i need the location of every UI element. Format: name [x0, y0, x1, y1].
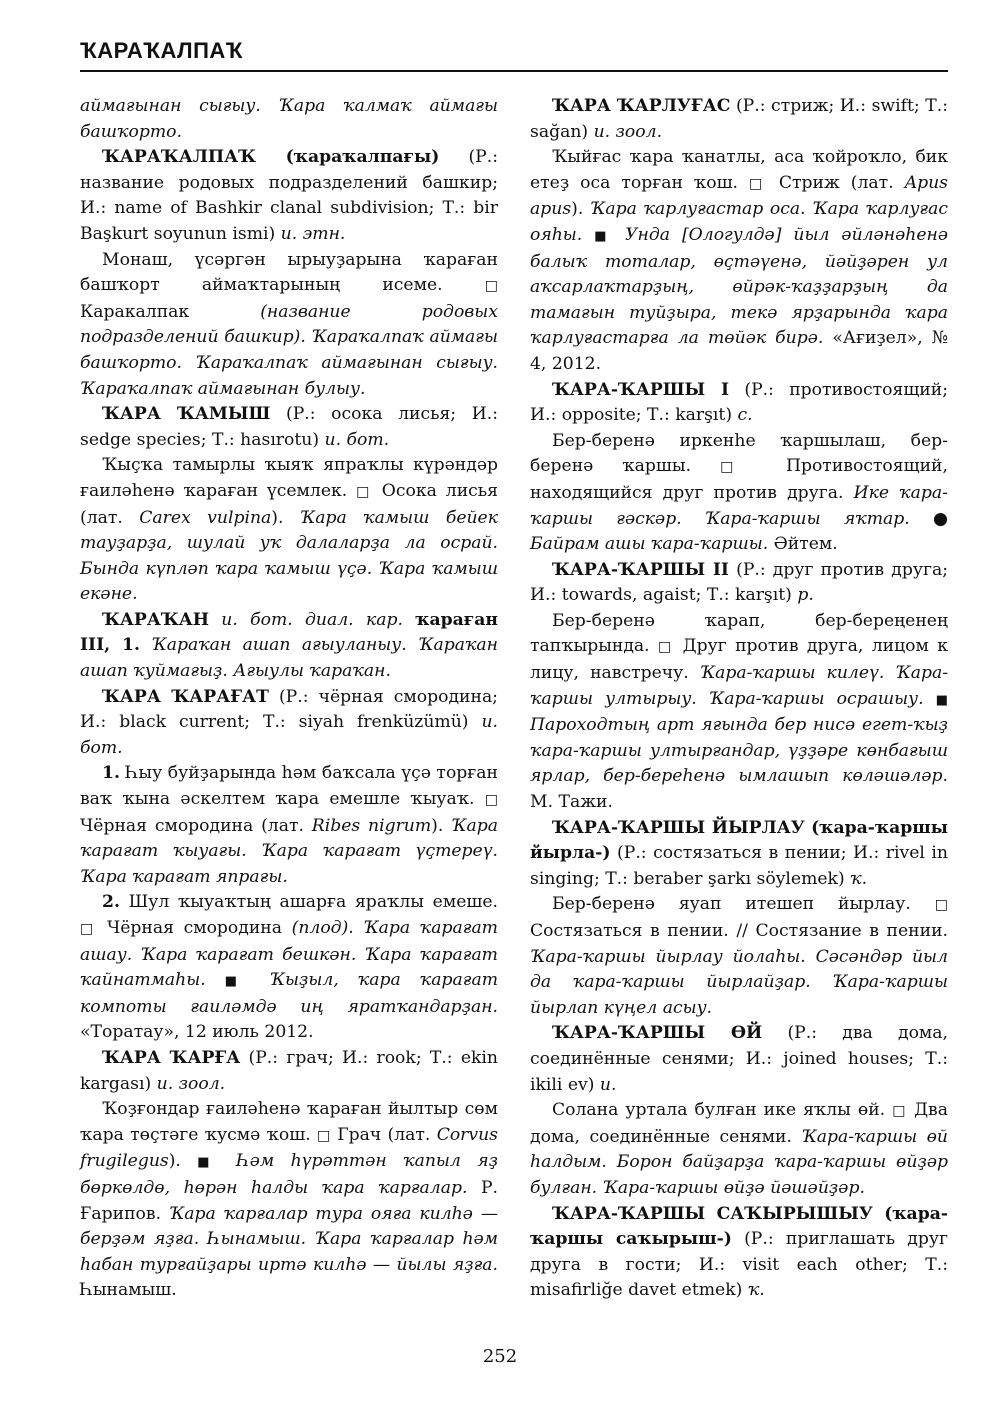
- entry-kara-karshy-sakyryshyu: ҠАРА-ҠАРШЫ САҠЫРЫШЫУ (ҡара-ҡаршы саҡырыш-) (Р.: приглашать друг друга в гости; И.: visit each other; Т.: misafirliğe davet etmek) ҡ.: [530, 1203, 948, 1301]
- entry-kara-karagat-sense-2: 2. Шул ҡыуаҡтың ашарға яраҡлы емеше. □ Чёрная смородина (плод). Ҡара ҡарағат ашау. Ҡара ҡарағат бешкән. Ҡара ҡарағат ҡайнатмаһы. ■ Ҡыҙыл, ҡара ҡарағат компоты ғаиләмдә иң яратҡандарҙан. «Торатау», 12 июль 2012.: [80, 892, 498, 1043]
- entry-kara-karshy-2-definition: Бер-беренә ҡарап, бер-береңенең тапҡырында. □ Друг против друга, лицом к лицу, навстречу. Ҡара-ҡаршы килеү. Ҡара-ҡаршы ултырыу. Ҡара-ҡаршы осрашыу. ■ Пароходтың арт яғында бер нисә егет-ҡыҙ ҡара-ҡаршы ултырғандар, үҙҙәре көнбағыш ярлар, бер-береһенә ымлашып көләшәләр. М. Тажи.: [530, 610, 949, 813]
- entry-kara-karagat: ҠАРА ҠАРАҒАТ (Р.: чёрная смородина; И.: black current; Т.: siyah frenküzümü) и. бот.: [80, 686, 498, 758]
- entry-kara-kamysh: ҠАРА ҠАМЫШ (Р.: осока лисья; И.: sedge species; Т.: hasırotu) и. бот.: [80, 404, 498, 450]
- running-header-title: ҠАРАҠАЛПАҠ: [80, 38, 244, 63]
- entry-kara-karlugas: ҠАРА ҠАРЛУҒАС (Р.: стриж; И.: swift; Т.: sağan) и. зоол.: [530, 96, 948, 142]
- entry-continuation: аймағынан сығыу. Ҡара ҡалмаҡ аймағы башҡорто.: [80, 96, 498, 142]
- left-column: [80, 94, 498, 1304]
- entry-kara-karshy-2: ҠАРА-ҠАРШЫ II (Р.: друг против друга; И.: towards, agaist; Т.: karşıt) р.: [530, 559, 948, 606]
- entry-kara-karshy-oy-definition: Солана уртала булған ике яҡлы өй. □ Два дома, соединённые сенями. Ҡара-ҡаршы өй һалдым. Борон байҙарҙа ҡара-ҡаршы өйҙәр булған. Ҡара-ҡаршы өйҙә йәшәйҙәр.: [530, 1100, 949, 1198]
- entry-karakalpak: ҠАРАҠАЛПАҠ (ҡараҡалпағы) (Р.: название родовых подразделений башкир; И.: name of Bashkir clanal subdivision; Т.: bir Başkurt soyunun ismi) и. этн.: [80, 147, 498, 244]
- entry-kara-karagat-sense-1: 1. Һыу буйҙарында һәм баҡсала үҫә торған ваҡ ҡына әскелтем ҡара емешле ҡыуаҡ. □ Чёрная смородина (лат. Ribes nigrum). Ҡара ҡарағат ҡыуағы. Ҡара ҡарағат үҫтереү. Ҡара ҡарағат япрағы.: [80, 763, 498, 887]
- entry-kara-karshy-yyrlau: ҠАРА-ҠАРШЫ ЙЫРЛАУ (ҡара-ҡаршы йырла-) (Р.: состязаться в пении; И.: rivel in singing; Т.: beraber şarkı söylemek) ҡ.: [530, 817, 948, 889]
- entry-kara-karshy-1: ҠАРА-ҠАРШЫ I (Р.: противостоящий; И.: opposite; Т.: karşıt) с.: [530, 379, 948, 426]
- entry-kara-karlugas-definition: Ҡыйғас ҡара ҡанатлы, аса ҡойроҡло, бик етеҙ оса торған ҡош. □ Стриж (лат. Apus apus). Ҡара ҡарлуғастар оса. Ҡара ҡарлуғас ояһы. ■ Унда [Ологулдә] йыл әйләнәһенә балыҡ тоталар, өҫтәүенә, йәйҙәрен ул аҡсарлаҡтарҙың, өйрәк-ҡаҙҙарҙың да тамағын туйҙыра, текә ярҙарында ҡара ҡарлуғастарға ла төйәк бирә. «Ағиҙел», № 4, 2012.: [530, 147, 948, 374]
- running-header: [80, 36, 948, 72]
- entry-karakan: ҠАРАҠАН и. бот. диал. кар. ҡараған III, 1. Ҡараҡан ашап ағыуланыу. Ҡараҡан ашап ҡуймағыҙ. Ағыулы ҡараҡан.: [80, 609, 499, 682]
- entry-kara-karshy-oy: ҠАРА-ҠАРШЫ ӨЙ (Р.: два дома, соединённые сенями; И.: joined houses; Т.: ikili ev) и.: [530, 1023, 949, 1095]
- page-number: 252: [482, 1346, 518, 1367]
- entry-kara-kamysh-definition: Ҡыҫҡа тамырлы ҡыяҡ япраҡлы күрәндәр ғаиләһенә ҡараған үсемлек. □ Осока лисья (лат. Carex vulpina). Ҡара ҡамыш бейек тауҙарҙа, шулай уҡ далаларҙа ла осрай. Бында күпләп ҡара ҡамыш үҫә. Ҡара ҡамыш екәне.: [80, 455, 498, 605]
- right-column: [530, 94, 948, 1304]
- entry-kara-karga-definition: Ҡоҙғондар ғаиләһенә ҡараған йылтыр сөм ҡара төҫтәге ҡусмә ҡош. □ Грач (лат. Corvus frugilegus). ■ Һәм һүрәттән ҡапыл яҙ бөркөлдө, һөрән һалды ҡара ҡарғалар. Р. Ғарипов. Ҡара ҡарғалар тура ояға килһә — берҙәм яҙға. Һынамыш. Ҡара ҡарғалар һәм һабан турғайҙары иртә килһә — йылы яҙға. Һынамыш.: [80, 1099, 499, 1301]
- entry-karakalpak-definition: Монаш, үсәргән ырыуҙарына ҡараған башҡорт аймаҡтарының исеме. □ Каракалпак (название родовых подразделений башкир). Ҡараҡалпаҡ аймағы башҡорто. Ҡараҡалпаҡ аймағынан сығыу. Ҡараҡалпаҡ аймағынан булыу.: [80, 249, 498, 399]
- entry-kara-karshy-yyrlau-definition: Бер-беренә яуап итешеп йырлау. □ Состязаться в пении. // Состязание в пении. Ҡара-ҡаршы йырлау йолаһы. Сәсәндәр йыл да ҡара-ҡаршы йырлайҙар. Ҡара-ҡаршы йырлап күңел асыу.: [530, 894, 948, 1018]
- entry-kara-karga: ҠАРА ҠАРҒА (Р.: грач; И.: rook; Т.: ekin kargası) и. зоол.: [80, 1047, 498, 1094]
- entry-kara-karshy-1-definition: Бер-беренә иркенһе ҡаршылаш, бер-беренә ҡаршы. □ Противостоящий, находящийся друг против друга. Ике ҡара-ҡаршы ғәскәр. Ҡара-ҡаршы яҡтар. ● Байрам ашы ҡара-ҡаршы. Әйтем.: [530, 430, 948, 555]
